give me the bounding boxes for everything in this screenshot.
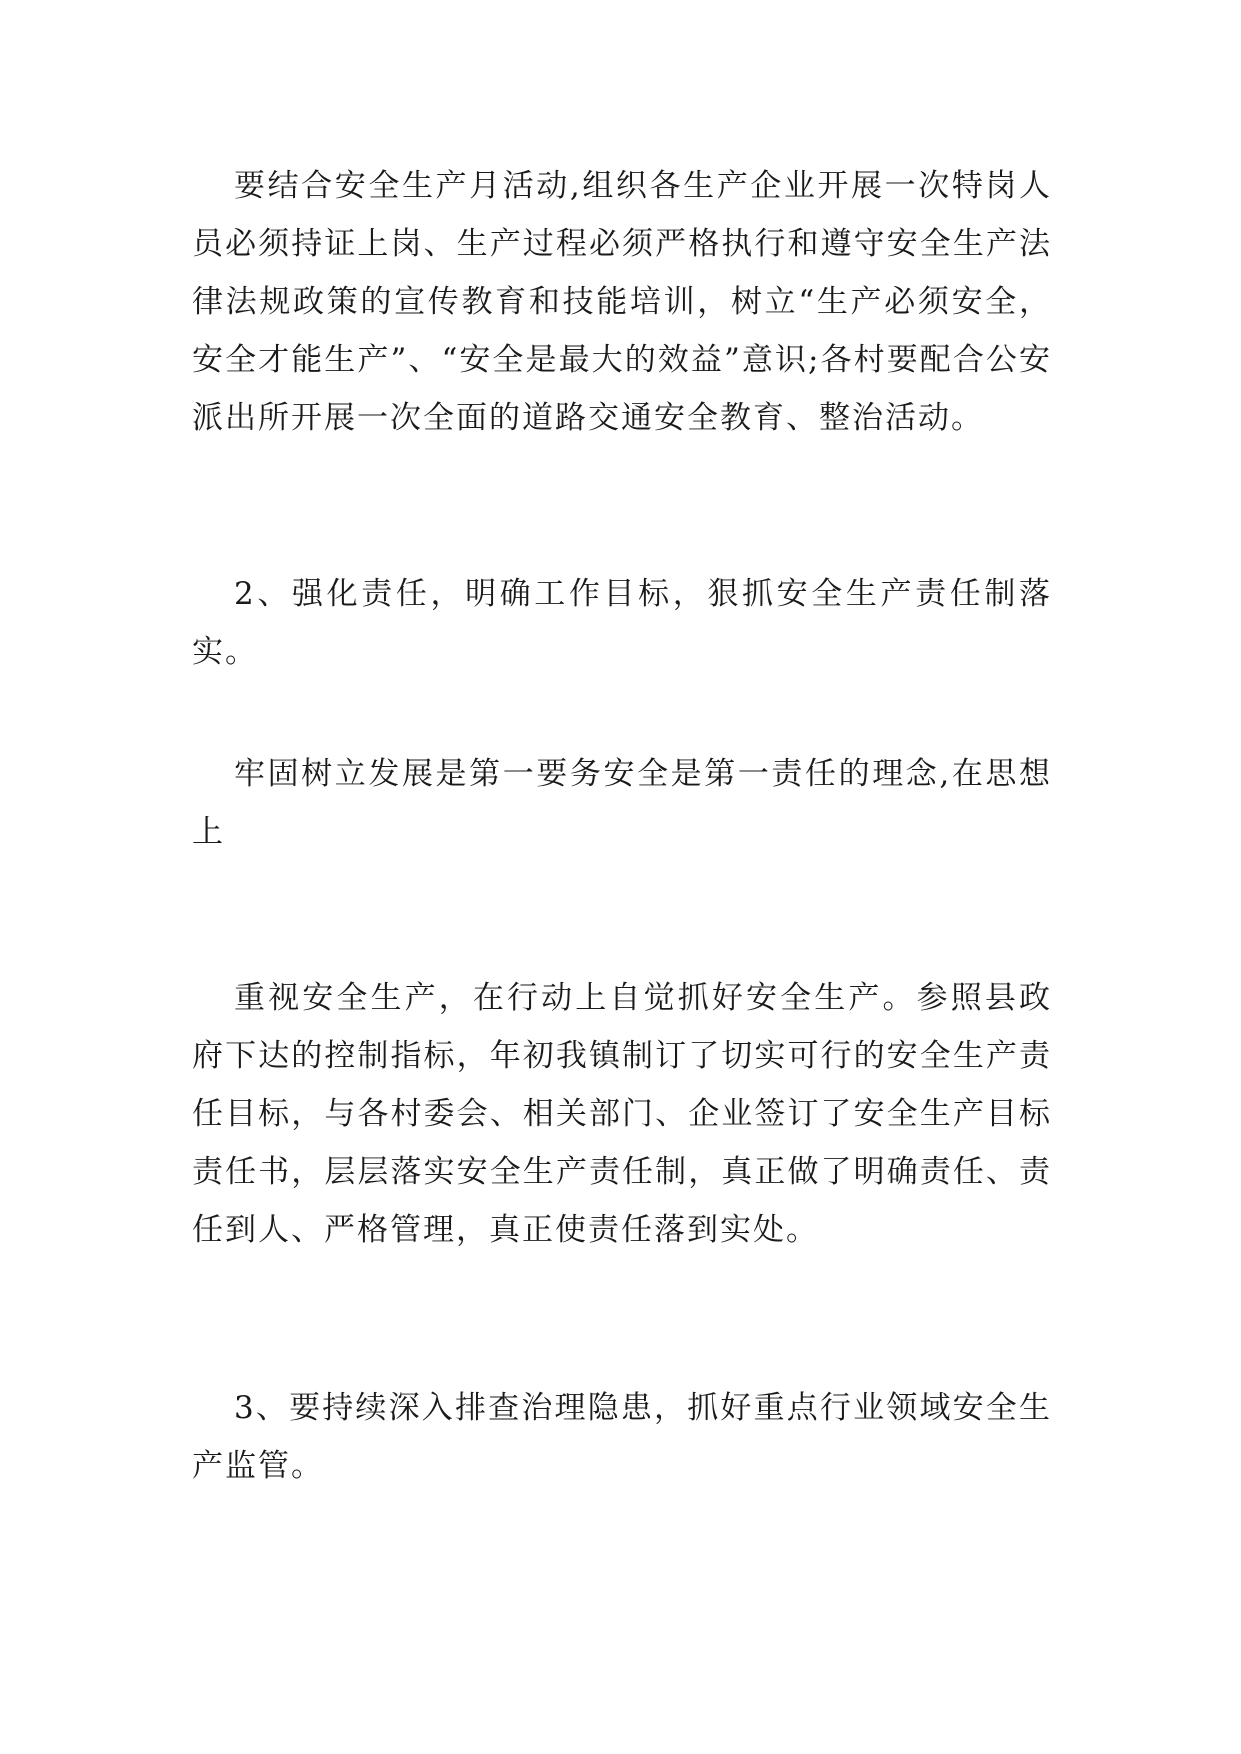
- paragraph-responsibility: 重视安全生产，在行动上自觉抓好安全生产。参照县政府下达的控制指标，年初我镇制订了切实可行的安全生产责任目标，与各村委会、相关部门、企业签订了安全生产目标责任书，层层落实安全生产责任制，真正做了明确责任、责任到人、严格管理，真正使责任落到实处。: [192, 980, 1052, 1248]
- paragraph-development-concept: 牢固树立发展是第一要务安全是第一责任的理念,在思想上: [192, 756, 1052, 850]
- paragraph-safety-month: 要结合安全生产月活动,组织各生产企业开展一次特岗人员必须持证上岗、生产过程必须严格执行和遵守安全生产法律法规政策的宣传教育和技能培训，树立“生产必须安全，安全才能生产”、“安全是最大的效益”意识;各村要配合公安派出所开展一次全面的道路交通安全教育、整治活动。: [192, 168, 1052, 436]
- paragraph-heading-3: 3、要持续深入排查治理隐患，抓好重点行业领域安全生产监管。: [192, 1390, 1052, 1484]
- paragraph-heading-2: 2、强化责任，明确工作目标，狠抓安全生产责任制落实。: [192, 576, 1052, 670]
